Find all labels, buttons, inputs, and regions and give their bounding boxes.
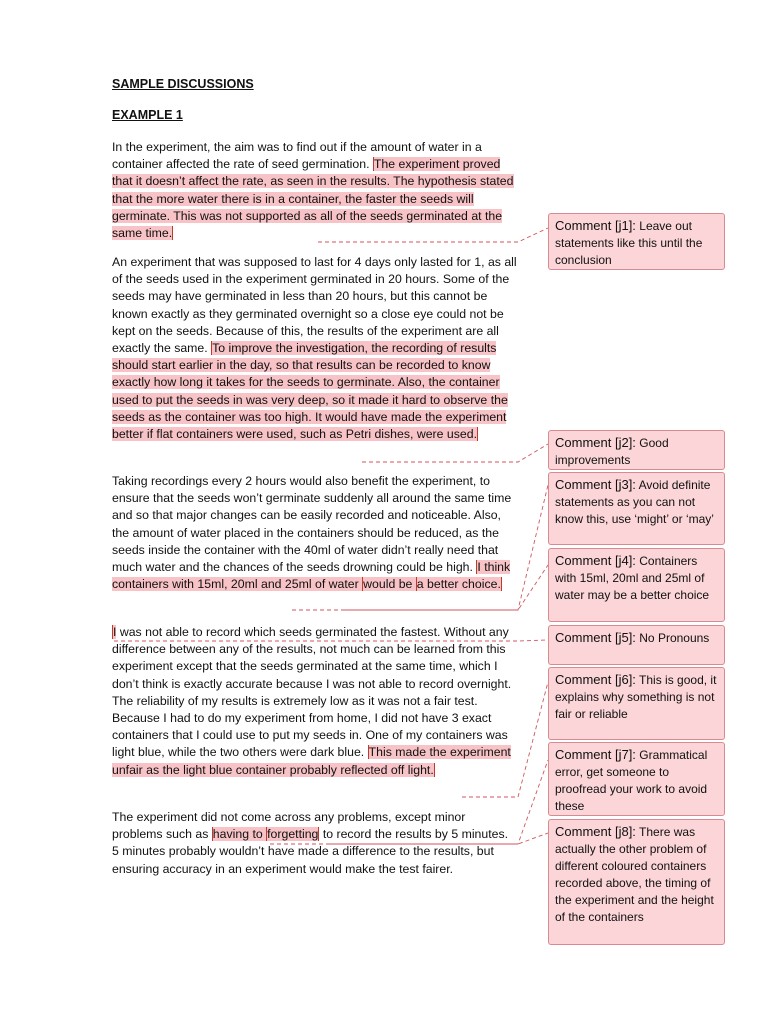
comment-text: Leave out statements like this until the conclusion bbox=[555, 219, 703, 267]
paragraph-4 bbox=[112, 624, 517, 779]
paragraph-text: The experiment did not come across any problems, except minor problems such as bbox=[112, 810, 466, 842]
paragraph-text: In the experiment, the aim was to find out if the amount of water in a container affected the rate of seed germination. bbox=[112, 140, 482, 172]
highlighted-text-j4b[interactable]: a better choice. bbox=[416, 577, 501, 592]
comment-j3[interactable] bbox=[548, 472, 725, 545]
comment-title: Comment [j8]: bbox=[555, 824, 636, 839]
comment-text: This is good, it explains why something is not fair or reliable bbox=[555, 673, 717, 721]
comment-title: Comment [j4]: bbox=[555, 553, 636, 568]
comment-j8[interactable] bbox=[548, 819, 725, 945]
highlighted-text-j6[interactable]: This made the experiment unfair as the light blue container probably reflected off light. bbox=[112, 745, 511, 777]
comment-j6[interactable] bbox=[548, 667, 725, 740]
comment-text: Grammatical error, get someone to proofread your work to avoid these bbox=[555, 748, 708, 813]
comment-text: Avoid definite statements as you can not know this, use ‘might’ or ‘may’ bbox=[555, 478, 714, 526]
paragraph-text: An experiment that was supposed to last for 4 days only lasted for 1, as all of the seeds used in the experiment germinated in 20 hours. Some of the seeds may have germinated in less than 20 hours, but this cannot be known exactly as they germinated overnight so a close eye could not be kept on the seeds. Because of this, the results of the experiment are all exactly the same. bbox=[112, 255, 517, 356]
comment-j4[interactable] bbox=[548, 548, 725, 622]
comment-text: There was actually the other problem of different coloured containers recorded above, the timing of the experiment and the height of the containers bbox=[555, 825, 714, 924]
highlighted-text-j5[interactable]: I bbox=[113, 625, 117, 639]
paragraph-2 bbox=[112, 254, 517, 443]
highlighted-text-j3[interactable]: I think containers with 15ml, 20ml and 25ml of water bbox=[112, 560, 511, 592]
paragraph-text: to record the results by 5 minutes. 5 minutes probably wouldn’t have made a difference to the results, but ensuring accuracy in an experiment would make the test fairer. bbox=[112, 827, 509, 876]
paragraph-text: Taking recordings every 2 hours would also benefit the experiment, to ensure that the seeds won’t germinate suddenly all around the same time and so that major changes can be easily recorded and noticeable. Also, the amount of water placed in the containers should be reduced, as the seeds inside the container with the 40ml of water didn’t really need that much water and the chances of the seeds drowning could be high. bbox=[112, 474, 512, 575]
comment-title: Comment [j1]: bbox=[555, 218, 636, 233]
comment-j5[interactable] bbox=[548, 625, 725, 665]
comment-title: Comment [j2]: bbox=[555, 435, 636, 450]
highlighted-text-j4[interactable]: would be bbox=[363, 577, 416, 592]
comment-text: Containers with 15ml, 20ml and 25ml of water may be a better choice bbox=[555, 554, 710, 602]
comment-title: Comment [j5]: bbox=[555, 630, 636, 645]
connector-j2 bbox=[362, 444, 548, 462]
highlighted-text-j2[interactable]: To improve the investigation, the recording of results should start earlier in the day, so that results can be recorded to know exactly how long it takes for the seeds to germinate. Also, the container used to put the seeds in was very deep, so it made it hard to observe the seeds as the container was too high. It would have made the experiment better if flat containers were used, such as Petri dishes, were used. bbox=[112, 341, 508, 442]
comment-text: No Pronouns bbox=[639, 631, 710, 645]
comment-title: Comment [j6]: bbox=[555, 672, 636, 687]
document-title: SAMPLE DISCUSSIONS bbox=[112, 77, 254, 91]
highlighted-text-j7[interactable]: having to bbox=[212, 827, 267, 842]
paragraph-3 bbox=[112, 473, 517, 593]
example-heading: EXAMPLE 1 bbox=[112, 108, 183, 122]
comment-j2[interactable] bbox=[548, 430, 725, 470]
paragraph-text: was not able to record which seeds germinated the fastest. Without any difference between any of the results, not much can be learned from this experiment except that the seeds germinated at the same time, which I don’t think is exactly accurate because I was not able to record overnight. The reliability of my results is extremely low as it was not a fair test. Because I had to do my experiment from home, I did not have 3 exact containers that I could use to put my seeds in. One of my containers was light blue, while the two others were dark blue. bbox=[112, 625, 512, 760]
comment-text: Good improvements bbox=[555, 436, 669, 467]
paragraph-1 bbox=[112, 139, 517, 242]
highlighted-text-j8[interactable]: forgetting bbox=[267, 827, 319, 842]
paragraph-5 bbox=[112, 809, 517, 878]
comment-title: Comment [j7]: bbox=[555, 747, 636, 762]
comment-j7[interactable] bbox=[548, 742, 725, 816]
comment-j1[interactable] bbox=[548, 213, 725, 270]
comment-title: Comment [j3]: bbox=[555, 477, 636, 492]
highlighted-text-j1[interactable]: The experiment proved that it doesn’t affect the rate, as seen in the results. The hypothesis stated that the more water there is in a container, the faster the seeds will germinate. This was not supported as all of the seeds germinated at the same time. bbox=[112, 157, 514, 241]
